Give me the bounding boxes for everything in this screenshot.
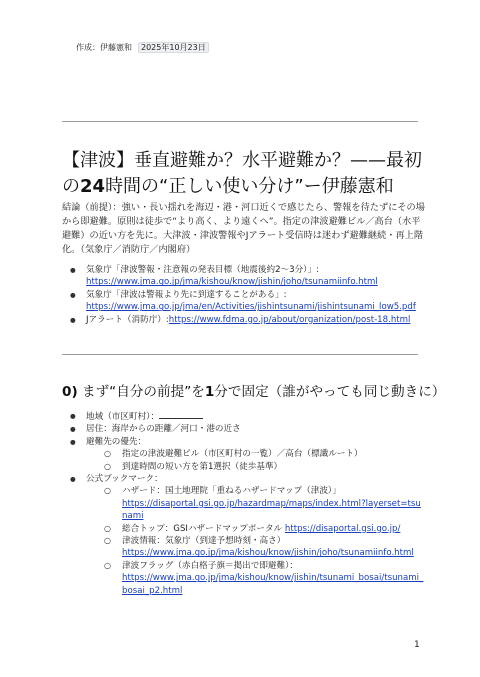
reference-link[interactable]: https://www.jma.go.jp/jma/kishou/know/jishin/joho/tsunamiinfo.html <box>86 277 378 288</box>
title-line-2-c: 時間の“正しい使い分け”ー伊藤憲和 <box>105 176 394 197</box>
reference-link[interactable]: https://www.fdma.go.jp/about/organization/post-18.html <box>168 314 411 325</box>
reference-list <box>62 264 426 326</box>
sub-list-item: ○ 津波フラッグ（赤白格子旗＝掲出で即避難）： https://www.jma.go.jp/jma/kishou/know/jishin/tsunami_bosai/tsunami_bosai_p2.html <box>86 560 426 597</box>
tsunami-flag-link[interactable]: https://www.jma.go.jp/jma/kishou/know/jishin/tsunami_bosai/tsunami_bosai_p2.html <box>122 573 424 596</box>
divider <box>62 121 418 122</box>
list-item: ● 公式ブックマーク： ○ ハザード：国土地理院「重ねるハザードマップ（津波）」 https://disaportal.gsi.go.jp/hazardmap/maps/index.html?layerset=tsunami ○ 総合トップ：GSIハザードマップポータル https://disaportal.gsi.go.jp/ ○ 津波情報：気象庁（到達予想時刻・高さ） https://www.jma.go.jp/jma/kishou/know/jishin/joho/tsunamiinfo.html ○ 津波フラッグ（赤白格子旗＝掲出で即避難）： https://www.jma.go.jp/jma/kishou/know/jishin/tsunami_bosai/tsunami_bosai_p2.html <box>62 473 426 597</box>
list-item: ● 居住：海岸からの距離／河口・港の近さ <box>62 423 426 435</box>
divider <box>62 354 418 355</box>
reference-item: ● 気象庁「津波は警報より先に到達することがある」: https://www.jma.go.jp/jma/en/Activities/jishintsunami/jishintsunami_low5.pdf <box>62 289 426 314</box>
sub-list-item: ○ 指定の津波避難ビル（市区町村の一覧）／高台（標識ルート） <box>86 448 426 460</box>
document-meta <box>76 42 209 53</box>
blank-field <box>159 410 203 419</box>
title-line-2-bold: 24 <box>80 176 106 197</box>
page-title <box>62 148 432 200</box>
checklist <box>62 410 426 597</box>
author-label: 作成：伊藤憲和 <box>76 43 132 52</box>
portal-link[interactable]: https://disaportal.gsi.go.jp/ <box>284 523 401 534</box>
hazard-map-link[interactable]: https://disaportal.gsi.go.jp/hazardmap/maps/index.html?layerset=tsunami <box>122 498 421 522</box>
tsunami-info-link[interactable]: https://www.jma.go.jp/jma/kishou/know/jishin/joho/tsunamiinfo.html <box>122 548 414 559</box>
summary-paragraph: 結論（前提）：強い・長い揺れを海辺・港・河口近くで感じたら、警報を待たずにその場から即避難。原則は徒歩で“より高く、より遠くへ”。指定の津波避難ビル／高台（水平避難）の近い方を先に。大津波・津波警報やJアラート受信時は迷わず避難継続・再上階化。（気象庁／消防庁／内閣府） <box>62 202 425 255</box>
reference-item: ● Jアラート（消防庁）:https://www.fdma.go.jp/about/organization/post-18.html <box>62 314 426 326</box>
title-line-1: 【津波】垂直避難か？水平避難か？——最初 <box>62 150 422 171</box>
section-heading: 0) まず“自分の前提”を1分で固定（誰がやっても同じ動きに） <box>62 384 446 400</box>
date-chip[interactable]: 2025年10月23日 <box>138 42 209 53</box>
sub-list <box>86 485 426 597</box>
page-number: 1 <box>414 640 420 650</box>
sub-list <box>86 448 426 473</box>
sub-list-item: ○ 津波情報：気象庁（到達予想時刻・高さ） https://www.jma.go.jp/jma/kishou/know/jishin/joho/tsunamiinfo.html <box>86 535 426 560</box>
reference-link[interactable]: https://www.jma.go.jp/jma/en/Activities/jishintsunami/jishintsunami_low5.pdf <box>86 302 416 313</box>
list-item: ● 避難先の優先： ○ 指定の津波避難ビル（市区町村の一覧）／高台（標識ルート） ○ 到達時間の短い方を第1選択（徒歩基準） <box>62 436 426 473</box>
list-item: ● 地域（市区町村）： <box>62 410 426 423</box>
reference-item: ● 気象庁「津波警報・注意報の発表目標（地震後約2〜3分）」: https://www.jma.go.jp/jma/kishou/know/jishin/joho/tsunamiinfo.html <box>62 264 426 289</box>
sub-list-item: ○ 到達時間の短い方を第1選択（徒歩基準） <box>86 461 426 473</box>
sub-list-item: ○ ハザード：国土地理院「重ねるハザードマップ（津波）」 https://disaportal.gsi.go.jp/hazardmap/maps/index.html?layerset=tsunami <box>86 485 426 522</box>
title-line-2-a: の <box>62 176 80 197</box>
sub-list-item: ○ 総合トップ：GSIハザードマップポータル https://disaportal.gsi.go.jp/ <box>86 523 426 535</box>
